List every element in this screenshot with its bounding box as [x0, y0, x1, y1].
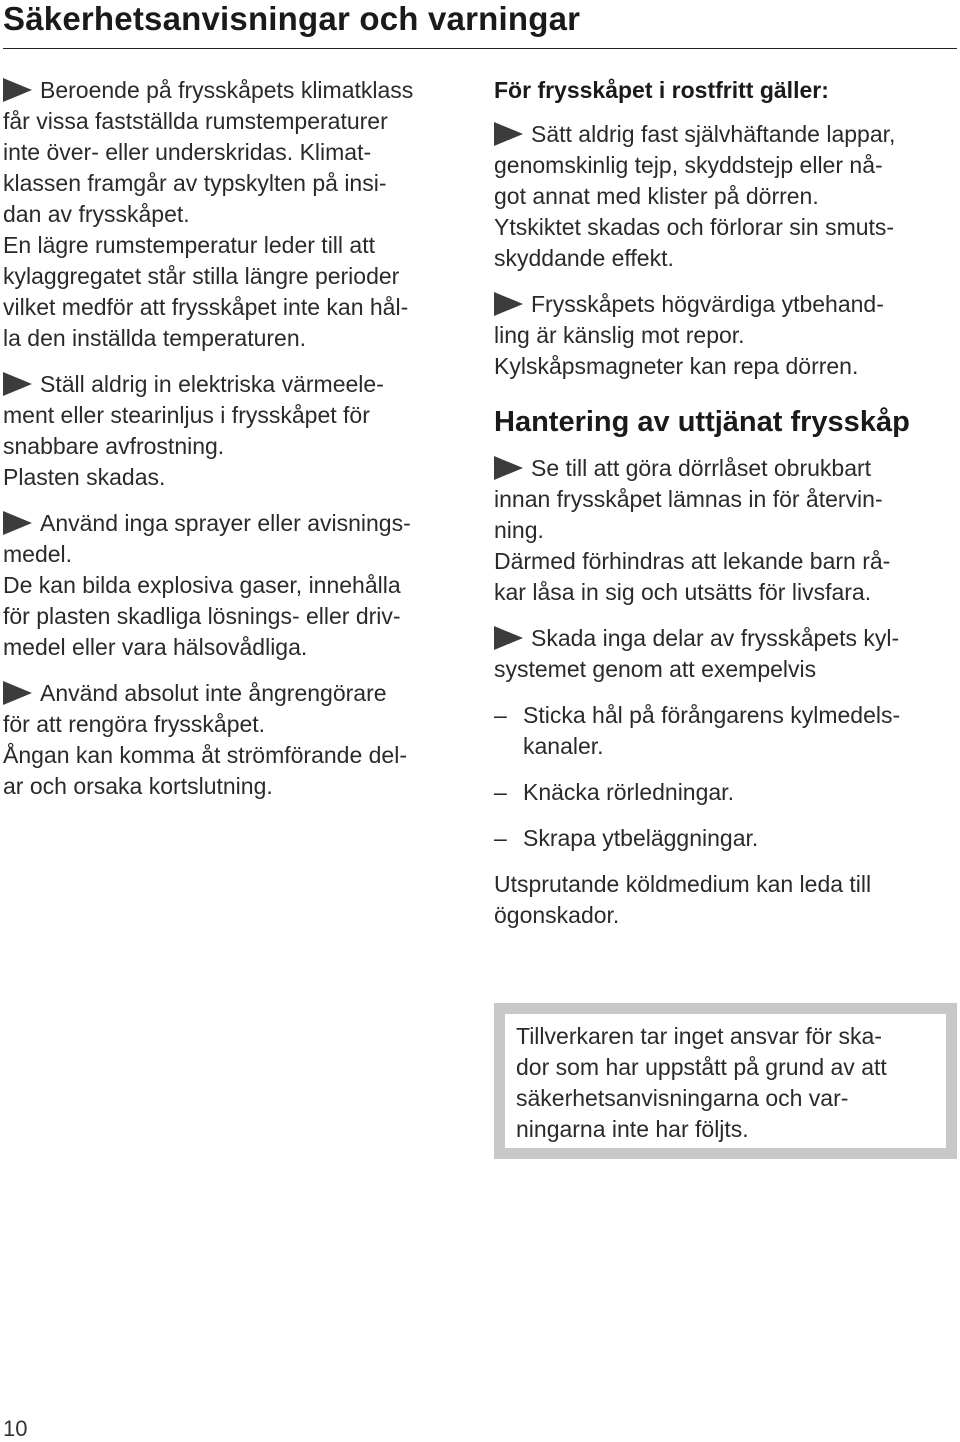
dash-bullet: – — [494, 702, 507, 728]
notice-box — [494, 1003, 957, 1159]
paragraph-stickers — [494, 119, 956, 274]
text-line: dor som har uppstått på grund av att — [516, 1054, 887, 1080]
text-line: Ångan kan komma åt strömförande del- — [3, 742, 407, 768]
text-line: medel eller vara hälsovådliga. — [3, 634, 308, 660]
text-line: kanaler. — [523, 733, 604, 759]
arrow-bullet-icon — [3, 511, 32, 535]
text-line: skyddande effekt. — [494, 245, 674, 271]
text-line: kar låsa in sig och utsätts för livsfara. — [494, 579, 872, 605]
text-line: Använd inga sprayer eller avisnings- — [40, 510, 411, 536]
arrow-bullet-icon — [3, 372, 32, 396]
text-line: Därmed förhindras att lekande barn rå- — [494, 548, 891, 574]
list-item — [494, 700, 956, 762]
text-line: la den inställda temperaturen. — [3, 325, 307, 351]
text-line: snabbare avfrostning. — [3, 433, 225, 459]
paragraph-cooling-system — [494, 623, 956, 685]
text-line: Frysskåpets högvärdiga ytbehand- — [531, 291, 884, 317]
text-line: ögonskador. — [494, 902, 620, 928]
list-item — [494, 777, 956, 808]
text-line: Tillverkaren tar inget ansvar för ska- — [516, 1023, 883, 1049]
text-line: Skrapa ytbeläggningar. — [523, 825, 759, 851]
paragraph-heaters — [3, 369, 473, 493]
text-line: ning. — [494, 517, 544, 543]
title-divider — [3, 48, 957, 49]
paragraph-surface — [494, 289, 956, 382]
text-line: Sätt aldrig fast självhäftande lappar, — [531, 121, 896, 147]
paragraph-refrigerant — [494, 869, 956, 931]
left-column — [3, 75, 473, 802]
text-line: Skada inga delar av frysskåpets kyl- — [531, 625, 900, 651]
text-line: Ytskiktet skadas och förlorar sin smuts- — [494, 214, 895, 240]
section-heading-stainless: För frysskåpet i rostfritt gäller: — [494, 77, 829, 103]
text-line: ling är känslig mot repor. — [494, 322, 745, 348]
text-line: säkerhetsanvisningarna och var- — [516, 1085, 849, 1111]
right-column — [494, 75, 956, 931]
text-line: Sticka hål på förångarens kylmedels- — [523, 702, 901, 728]
text-line: Knäcka rörledningar. — [523, 779, 734, 805]
list-item — [494, 823, 956, 854]
text-line: Ställ aldrig in elektriska värmeele- — [40, 371, 384, 397]
text-line: inte över- eller underskridas. Klimat- — [3, 139, 372, 165]
text-line: klassen framgår av typskylten på insi- — [3, 170, 387, 196]
text-line: för plasten skadliga lösnings- eller driv- — [3, 603, 401, 629]
text-line: vilket medför att frysskåpet inte kan hål- — [3, 294, 409, 320]
paragraph-steam-cleaner — [3, 678, 473, 802]
text-line: ar och orsaka kortslutning. — [3, 773, 273, 799]
text-line: ningarna inte har följts. — [516, 1116, 749, 1142]
text-line: kylaggregatet står stilla längre perioder — [3, 263, 400, 289]
page-title: Säkerhetsanvisningar och varningar — [3, 0, 581, 37]
text-line: Plasten skadas. — [3, 464, 166, 490]
text-line: dan av frysskåpet. — [3, 201, 190, 227]
text-line: för att rengöra frysskåpet. — [3, 711, 266, 737]
arrow-bullet-icon — [494, 122, 523, 146]
paragraph-sprays — [3, 508, 473, 663]
paragraph-door-lock — [494, 453, 956, 608]
text-line: got annat med klister på dörren. — [494, 183, 819, 209]
text-line: genomskinlig tejp, skyddstejp eller nå- — [494, 152, 883, 178]
text-line: De kan bilda explosiva gaser, innehålla — [3, 572, 401, 598]
text-line: systemet genom att exempelvis — [494, 656, 817, 682]
text-line: Beroende på frysskåpets klimatklass — [40, 77, 414, 103]
page-number: 10 — [3, 1416, 28, 1441]
text-line: Utsprutande köldmedium kan leda till — [494, 871, 872, 897]
text-line: får vissa fastställda rumstemperaturer — [3, 108, 388, 134]
arrow-bullet-icon — [494, 626, 523, 650]
dash-bullet: – — [494, 825, 507, 851]
text-line: Se till att göra dörrlåset obrukbart — [531, 455, 872, 481]
text-line: ment eller stearinljus i frysskåpet för — [3, 402, 370, 428]
text-line: En lägre rumstemperatur leder till att — [3, 232, 375, 258]
arrow-bullet-icon — [494, 456, 523, 480]
paragraph-room-temperature — [3, 75, 473, 354]
section-heading-disposal: Hantering av uttjänat frysskåp — [494, 406, 910, 438]
text-line: Kylskåpsmagneter kan repa dörren. — [494, 353, 859, 379]
text-line: Använd absolut inte ångrengörare — [40, 680, 387, 706]
notice-text — [505, 1014, 946, 1148]
arrow-bullet-icon — [3, 681, 32, 705]
dash-bullet: – — [494, 779, 507, 805]
arrow-bullet-icon — [494, 292, 523, 316]
text-line: innan frysskåpet lämnas in för återvin- — [494, 486, 883, 512]
arrow-bullet-icon — [3, 78, 32, 102]
text-line: medel. — [3, 541, 73, 567]
